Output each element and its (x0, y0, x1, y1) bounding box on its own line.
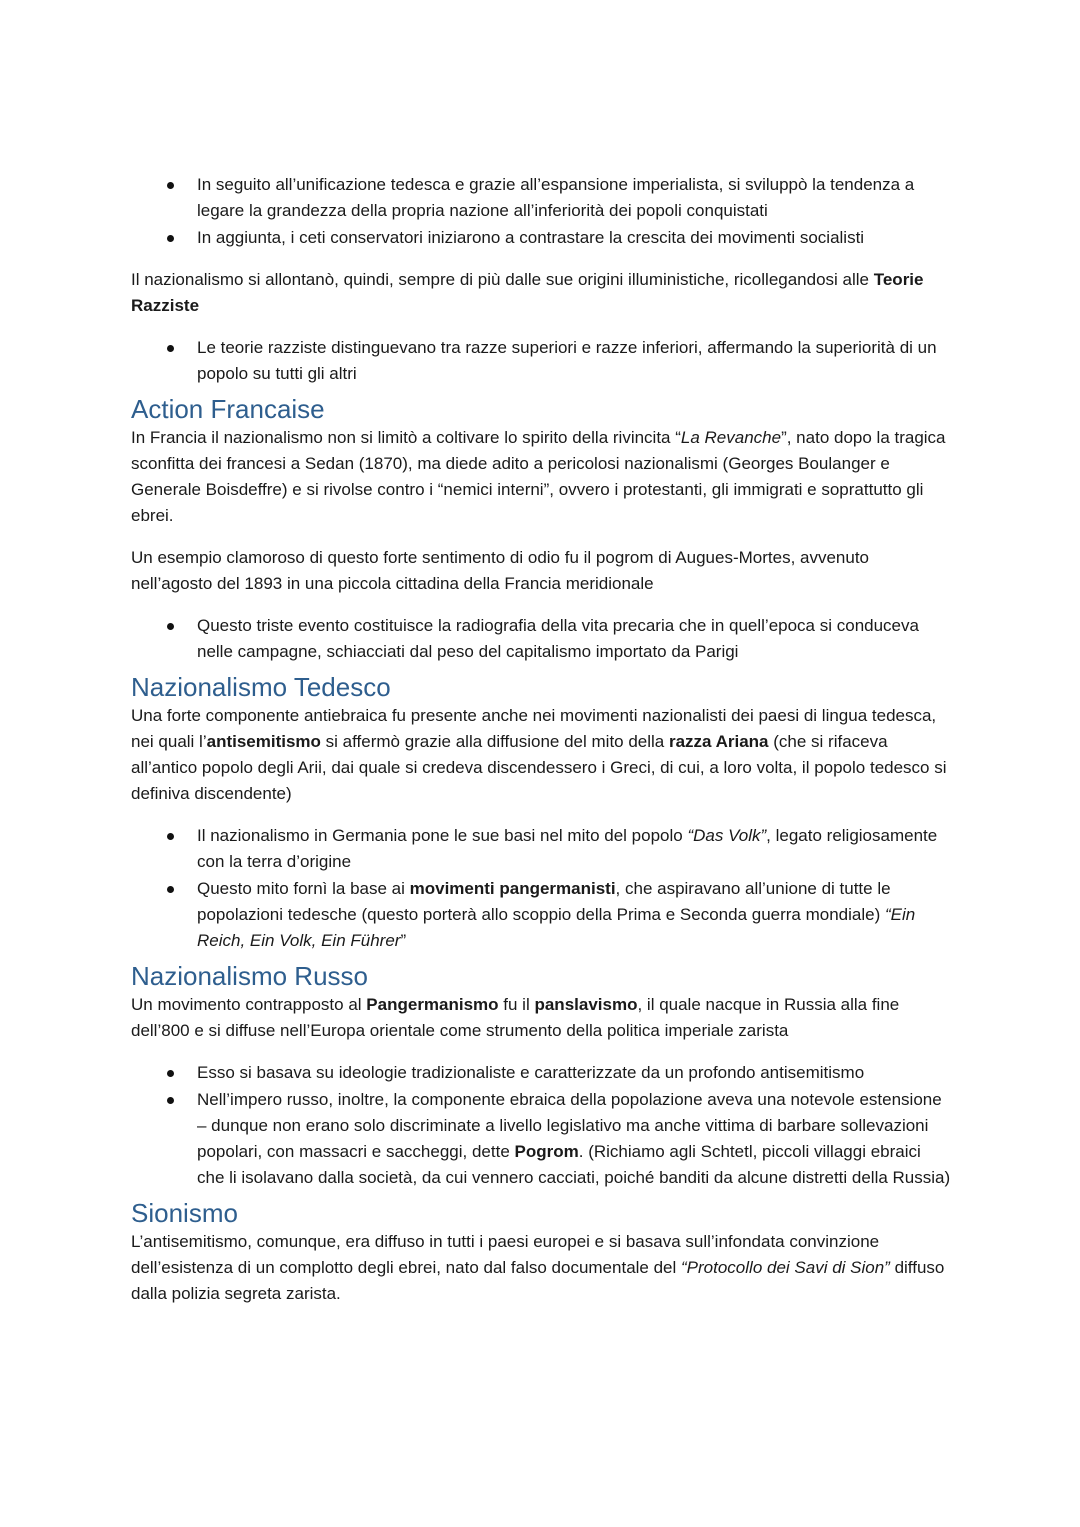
heading-nazionalismo-tedesco: Nazionalismo Tedesco (131, 672, 391, 702)
bullet-dot-icon (167, 1097, 174, 1104)
bold-term: movimenti pangermanisti (409, 879, 616, 898)
sionismo-paragraph: L’antisemitismo, comunque, era diffuso in tutti i paesi europei e si basava sull’infondata convinzione dell’esistenza di un complotto degli ebrei, nato dal falso documentale del “Protocollo dei Savi di Sion” diffuso dalla polizia segreta zarista. (131, 1232, 945, 1303)
italic-quote: “Protocollo dei Savi di Sion” (681, 1258, 890, 1277)
action-francaise-bullet-list (131, 613, 951, 665)
heading-nazionalismo-russo: Nazionalismo Russo (131, 961, 368, 991)
bullet-item: Nell’impero russo, inoltre, la componente ebraica della popolazione aveva una notevole estensione – dunque non erano solo discriminate a livello legislativo ma anche vittima di barbare sollevazioni popolari, con massacri e saccheggi, dette Pogrom. (Richiamo agli Schtetl, piccoli villaggi ebraici che li isolavano dalla società, da cui vennero cacciati, poiché banditi da alcune distretti della Russia) (131, 1087, 951, 1191)
bold-term: antisemitismo (206, 732, 321, 751)
action-francaise-paragraph-2: Un esempio clamoroso di questo forte sentimento di odio fu il pogrom di Augues-Mortes, avvenuto nell’agosto del 1893 in una piccola cittadina della Francia meridionale (131, 548, 870, 593)
action-francaise-paragraph-1: In Francia il nazionalismo non si limitò a coltivare lo spirito della rivincita “La Revanche”, nato dopo la tragica sconfitta dei francesi a Sedan (1870), ma diede adito a pericolosi nazionalismi (Georges Boulanger e Generale Boisdeffre) e si rivolse contro i “nemici interni”, ovvero i protestanti, gli immigrati e soprattutto gli ebrei. (131, 428, 946, 525)
bullet-item: In aggiunta, i ceti conservatori iniziarono a contrastare la crescita dei movimenti socialisti (131, 225, 951, 251)
bullet-dot-icon (167, 886, 174, 893)
italic-quote: “Das Volk” (687, 826, 767, 845)
intro-bullet-list (131, 172, 951, 251)
bullet-item: Il nazionalismo in Germania pone le sue basi nel mito del popolo “Das Volk”, legato religiosamente con la terra d’origine (131, 823, 951, 875)
bullet-item: Questo triste evento costituisce la radiografia della vita precaria che in quell’epoca si conduceva nelle campagne, schiacciati dal peso del capitalismo importato da Parigi (131, 613, 951, 665)
bullet-dot-icon (167, 235, 174, 242)
document-page (131, 172, 951, 1323)
italic-quote: La Revanche (680, 428, 782, 447)
bullet-dot-icon (167, 623, 174, 630)
nazionalismo-tedesco-bullet-list (131, 823, 951, 954)
bullet-item: In seguito all’unificazione tedesca e grazie all’espansione imperialista, si sviluppò la tendenza a legare la grandezza della propria nazione all’inferiorità dei popoli conquistati (131, 172, 951, 224)
intro-paragraph: Il nazionalismo si allontanò, quindi, sempre di più dalle sue origini illuministiche, ricollegandosi alle Teorie Razziste (131, 270, 924, 315)
bullet-dot-icon (167, 345, 174, 352)
bold-term: Pangermanismo (366, 995, 499, 1014)
bold-term: Teorie Razziste (131, 270, 924, 315)
bullet-item: Le teorie razziste distinguevano tra razze superiori e razze inferiori, affermando la superiorità di un popolo su tutti gli altri (131, 335, 951, 387)
bold-term: razza Ariana (668, 732, 769, 751)
bold-term: Pogrom (514, 1142, 579, 1161)
nazionalismo-russo-bullet-list (131, 1060, 951, 1191)
bold-term: panslavismo (534, 995, 638, 1014)
bullet-dot-icon (167, 182, 174, 189)
bullet-item: Esso si basava su ideologie tradizionaliste e caratterizzate da un profondo antisemitismo (131, 1060, 951, 1086)
nazionalismo-russo-paragraph: Un movimento contrapposto al Pangermanismo fu il panslavismo, il quale nacque in Russia alla fine dell’800 e si diffuse nell’Europa orientale come strumento della politica imperiale zarista (131, 995, 900, 1040)
nazionalismo-tedesco-paragraph: Una forte componente antiebraica fu presente anche nei movimenti nazionalisti dei paesi di lingua tedesca, nei quali l’antisemitismo si affermò grazie alla diffusione del mito della razza Ariana (che si rifaceva all’antico popolo degli Arii, dai quale si credeva discendessero i Greci, di cui, a loro volta, il popolo tedesco si definiva discendente) (131, 706, 947, 803)
heading-action-francaise: Action Francaise (131, 394, 325, 424)
razziste-bullet-list (131, 335, 951, 387)
bullet-dot-icon (167, 1070, 174, 1077)
bullet-item: Questo mito fornì la base ai movimenti pangermanisti, che aspiravano all’unione di tutte le popolazioni tedesche (questo porterà allo scoppio della Prima e Seconda guerra mondiale) “Ein Reich, Ein Volk, Ein Führer” (131, 876, 951, 954)
italic-quote: “Ein Reich, Ein Volk, Ein Führer (197, 905, 916, 950)
heading-sionismo: Sionismo (131, 1198, 238, 1228)
bullet-dot-icon (167, 833, 174, 840)
